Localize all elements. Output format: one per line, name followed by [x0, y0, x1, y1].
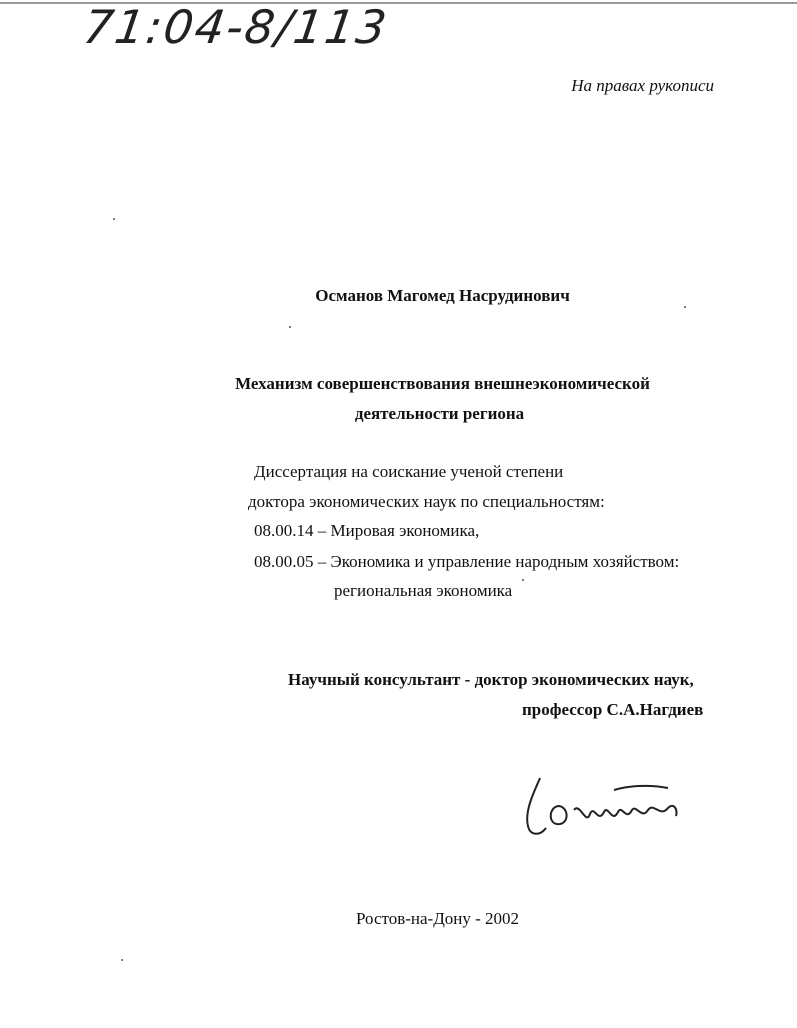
signature-image: [518, 766, 688, 846]
consultant-line-1: Научный консультант - доктор экономических наук,: [288, 670, 694, 689]
scan-speck: [684, 306, 686, 308]
rights-notice: На правах рукописи: [571, 76, 714, 95]
specialty-1: 08.00.14 – Мировая экономика,: [254, 521, 480, 540]
dissertation-line-2: доктора экономических наук по специальностям:: [248, 492, 605, 511]
consultant-line-2: профессор С.А.Нагдиев: [522, 700, 704, 719]
archive-code: 71:04-8/113: [80, 0, 392, 54]
city-year: Ростов-на-Дону - 2002: [356, 909, 520, 928]
scan-speck: [522, 579, 524, 581]
title-line-1: Механизм совершенствования внешнеэкономической: [235, 374, 650, 393]
signature: [518, 766, 688, 851]
author-name: Османов Магомед Насрудинович: [315, 286, 570, 305]
scan-speck: [121, 959, 123, 961]
scan-speck: [113, 218, 115, 220]
specialty-2-continued: региональная экономика: [334, 581, 513, 600]
scan-speck: [289, 326, 291, 328]
specialty-2: 08.00.05 – Экономика и управление народным хозяйством:: [254, 552, 680, 571]
dissertation-line-1: Диссертация на соискание ученой степени: [254, 462, 564, 481]
title-line-2: деятельности региона: [354, 404, 525, 423]
